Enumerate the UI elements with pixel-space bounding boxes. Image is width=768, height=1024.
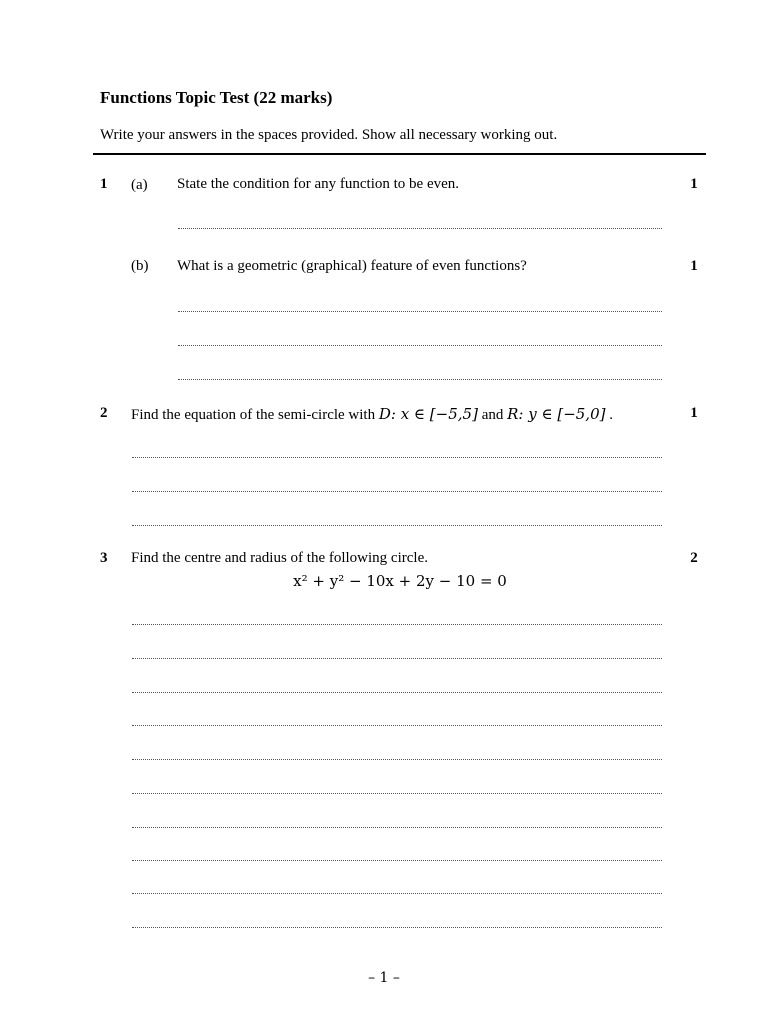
answer-line[interactable] <box>132 658 662 659</box>
answer-line[interactable] <box>178 311 662 312</box>
answer-line[interactable] <box>132 491 662 492</box>
answer-line[interactable] <box>132 793 662 794</box>
question-1b-marks: 1 <box>690 258 698 274</box>
header-divider <box>93 153 706 155</box>
circle-equation: x² + y² − 10x + 2y − 10 = 0 <box>293 572 507 590</box>
answer-line[interactable] <box>132 927 662 928</box>
answer-line[interactable] <box>178 228 662 229</box>
answer-line[interactable] <box>132 725 662 726</box>
answer-line[interactable] <box>132 692 662 693</box>
answer-line[interactable] <box>132 860 662 861</box>
answer-line[interactable] <box>132 759 662 760</box>
page-number: – 1 – <box>368 970 400 986</box>
answer-line[interactable] <box>178 379 662 380</box>
question-1a-marks: 1 <box>690 176 698 192</box>
answer-line[interactable] <box>132 827 662 828</box>
test-title: Functions Topic Test (22 marks) <box>100 88 333 107</box>
question-2-text-end: . <box>605 407 613 423</box>
question-3-marks: 2 <box>690 550 698 566</box>
question-3-text: Find the centre and radius of the following circle. <box>131 550 428 566</box>
question-1-number: 1 <box>100 176 108 192</box>
question-2-connector: and <box>477 407 508 423</box>
range-expression: R: y ∈ [−5,0] <box>507 405 606 423</box>
question-1a-text: State the condition for any function to be even. <box>177 176 460 192</box>
instructions: Write your answers in the spaces provided. Show all necessary working out. <box>100 127 558 143</box>
answer-line[interactable] <box>178 345 662 346</box>
question-2-marks: 1 <box>690 405 698 421</box>
question-2-text <box>131 405 613 424</box>
question-1b-text: What is a geometric (graphical) feature of even functions? <box>177 258 527 274</box>
question-1a-label: (a) <box>131 177 148 193</box>
answer-line[interactable] <box>132 525 662 526</box>
domain-expression: D: x ∈ [−5,5] <box>378 405 478 423</box>
question-2-number: 2 <box>100 405 108 421</box>
question-3-number: 3 <box>100 550 108 566</box>
question-2-text-start: Find the equation of the semi-circle with <box>131 407 379 423</box>
question-1b-label: (b) <box>131 258 149 274</box>
answer-line[interactable] <box>132 624 662 625</box>
answer-line[interactable] <box>132 893 662 894</box>
answer-line[interactable] <box>132 457 662 458</box>
